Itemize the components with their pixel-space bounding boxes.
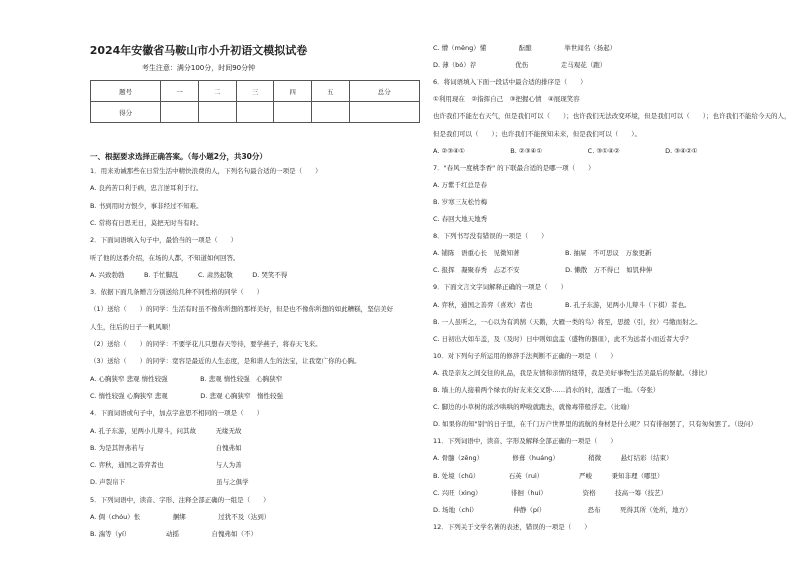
question-line: 6．将词语填入下面一段话中最合适的排序是（ ）: [433, 78, 587, 87]
score-cell: [349, 102, 419, 123]
score-table: [90, 80, 420, 123]
question-line: B. 湍等（yí） 动摇 自愧弗如（不）: [90, 530, 257, 539]
question-line: C. 脚边的小草树的浓沙哄哄的哗啦就跑去，就像毒带般浮走。（比喻）: [433, 403, 634, 412]
question-line: （3）送给（ ）的同学：宽容是最近的人生态度，是和谐人生的法宝，让我宽广你的心胸。: [90, 357, 361, 366]
question-line: A. 我是亲友之间交往的礼品，我是友情和亲情的纽带，我是美好事物生活美最后的祭献。（排比）: [433, 368, 712, 377]
question-line: C. 惰性较强 心胸狭窄 悲观 D. 悲观 心胸狭窄 惰性较强: [90, 391, 284, 400]
question-line: B. 墙上的人接着两个绿衣的好友来交叉卧……消水的时，湿透了一地。（夸张）: [433, 386, 660, 394]
score-cell: [274, 102, 312, 123]
question-line: 9．下面文言文字词解释正确的一项是（ ）: [433, 283, 568, 292]
score-cell: [161, 102, 199, 123]
score-cell: [198, 102, 236, 123]
question-line: A. 心胸狭窄 悲观 惰性较强 B. 悲观 惰性较强 心胸狭窄: [90, 374, 283, 383]
question-line: A. 孔子东游，见两小儿辩斗，问其故 无缘无故: [90, 426, 242, 435]
question-line: 5．下列词语中，读音、字形、注释全部正确的一组是（ ）: [90, 495, 270, 504]
score-table-header-row: [91, 81, 420, 102]
question-line: 8．下列书写没有错误的一项是（ ）: [433, 232, 548, 241]
question-line: 11．下列词语中，读音、字形及解释全部正确的一项是（ ）: [433, 437, 617, 446]
question-line: D. 如果你的知"别"的日子里，在千门万户世界里的流航的身材是什么呢？只有徘徊罢了，只有匆匆罢了。（设问）: [433, 420, 757, 429]
question-line: 人生，往后的日子一帆风顺！: [90, 322, 175, 331]
score-cell: [311, 102, 349, 123]
question-line: D. 场地（chí） 伸静（pí） 恐布 死得其所（处所，地方）: [433, 505, 692, 514]
question-line: A. 骨髓（zēng） 修葺（huáng） 稍微 悬灯结彩（结束）: [433, 454, 673, 463]
question-line: A. ②③④① B. ②③④① C. ③①④② D. ③④②①: [433, 146, 698, 155]
exam-notice: 考生注意：满分100分，时间90分钟: [141, 64, 256, 72]
score-header-cell: 总分: [349, 81, 419, 102]
score-header-cell: 四: [274, 81, 312, 102]
section-heading: 一、根据要求选择正确答案。（每小题2分，共30分）: [90, 152, 267, 161]
score-header-cell: 一: [161, 81, 199, 102]
score-header-cell: 二: [198, 81, 236, 102]
question-line: D. 薄（bó）荐 优伤 走马观花（跑）: [433, 61, 607, 70]
question-line: A. 兴致勃勃 B. 手忙脚乱 C. 肃然起敬 D. 哭笑不得: [90, 270, 288, 279]
page-title: 2024年安徽省马鞍山市小升初语文模拟试卷: [89, 44, 308, 57]
score-header-cell: 题号: [91, 81, 161, 102]
question-line: C. 兴旺（xìng） 徘徊（huí） 资格 技高一筹（技艺）: [433, 488, 668, 497]
question-line: 4．下面词语或句子中，加点字意思不相同的一项是（ ）: [90, 409, 264, 418]
question-line: A. 倜（chóu）怅 捆绑 过犹不及（达到）: [90, 513, 271, 521]
question-line: A. 万紫千红总是春: [433, 180, 487, 189]
question-line: A. 弈秋，通国之善弈（喜欢）者也 B. 孔子东游，见两小儿辩斗（下棋）者也。: [433, 300, 691, 309]
question-line: （2）送给（ ）的同学：不要学花儿只想春天等待，要学燕子，将春天飞来。: [90, 340, 322, 348]
question-line: （1）送给（ ）的同学：生活有时虽不像你所想的那样美好，但是也不像你所想的如此糟糕，坚信美好: [90, 305, 394, 314]
question-line: B. 岁寒三友松竹梅: [433, 197, 488, 206]
score-row-label: 得分: [91, 102, 161, 123]
question-line: 12．下列关于文学名著的表述，错误的一项是（ ）: [433, 522, 591, 531]
question-line: C. 弈秋，通国之善弈者也 与人为善: [90, 461, 242, 470]
question-line: 3．依据下面几条赠言分别送给几种不同性格的同学（ ）: [90, 288, 264, 297]
question-line: B. 为是其智弗若与 自愧弗如: [90, 443, 242, 452]
score-header-cell: 五: [311, 81, 349, 102]
question-line: C. 常将有日思无日，莫把无时当有时。: [90, 218, 203, 227]
score-table-score-row: [91, 102, 420, 123]
question-line: ①利用现在 ②指挥自己 ③把握心情 ④展现笑容: [433, 95, 580, 104]
question-line: B. 处境（chǔ） 石英（ruì） 严峻 秉知非理（哪里）: [433, 471, 664, 480]
question-line: C. 懵（měng）懂 酝酿 举世闻名（扬起）: [433, 44, 617, 52]
question-line: 10．对下列句子所运用的修辞手法判断不正确的一项是（ ）: [433, 351, 617, 360]
question-line: 听了他的这番介绍，在场的人都，不知道如何回答。: [90, 253, 240, 262]
score-cell: [236, 102, 274, 123]
question-line: 7．"春风一度桃李香" 的下联最合适的是哪一项（ ）: [433, 163, 595, 172]
question-line: A. 铺陈 语重心长 见微知著 B. 抽屉 不可思议 万象更新: [433, 249, 652, 258]
question-line: B. 一人虽听之，一心以为有鸿鹄（天鹅，大雁一类的鸟）将至，思援（引，拉）弓缴而射之。: [433, 317, 702, 326]
question-line: 但是我们可以（ ）；也许我们不能预知未来，但是我们可以（ ）。: [433, 129, 641, 138]
question-line: D. 声裂帛下 虽与之俱学: [90, 478, 249, 487]
question-line: 也许我们不能左右天气，但是我们可以（ ）；也许我们无法改变环境，但是我们可以（ ）；也许我们不能给今天的人，: [433, 112, 791, 121]
question-line: A. 良药苦口利于病，忠言逆耳利于行。: [90, 184, 203, 193]
question-line: C. 春回大地天地秀: [433, 215, 488, 223]
question-line: C. 报挥 凝聚春秀 忐忑不安 D. 懒散 万不得已 如饥伸伸: [433, 266, 653, 275]
question-line: B. 书到用时方恨少，事非经过不知难。: [90, 201, 203, 210]
score-header-cell: 三: [236, 81, 274, 102]
question-line: C. 日初出大如车盖，及（及时）日中则如盘盂（盛物的器皿），此不为远者小而近者大乎？: [433, 334, 692, 343]
question-line: 2．下面词语填入句子中，最恰当的一项是（ ）: [90, 236, 238, 245]
question-line: 1．用来劝诫那些在日常生活中精快浪费的人，下列名句最合适的一项是（ ）: [90, 167, 322, 175]
